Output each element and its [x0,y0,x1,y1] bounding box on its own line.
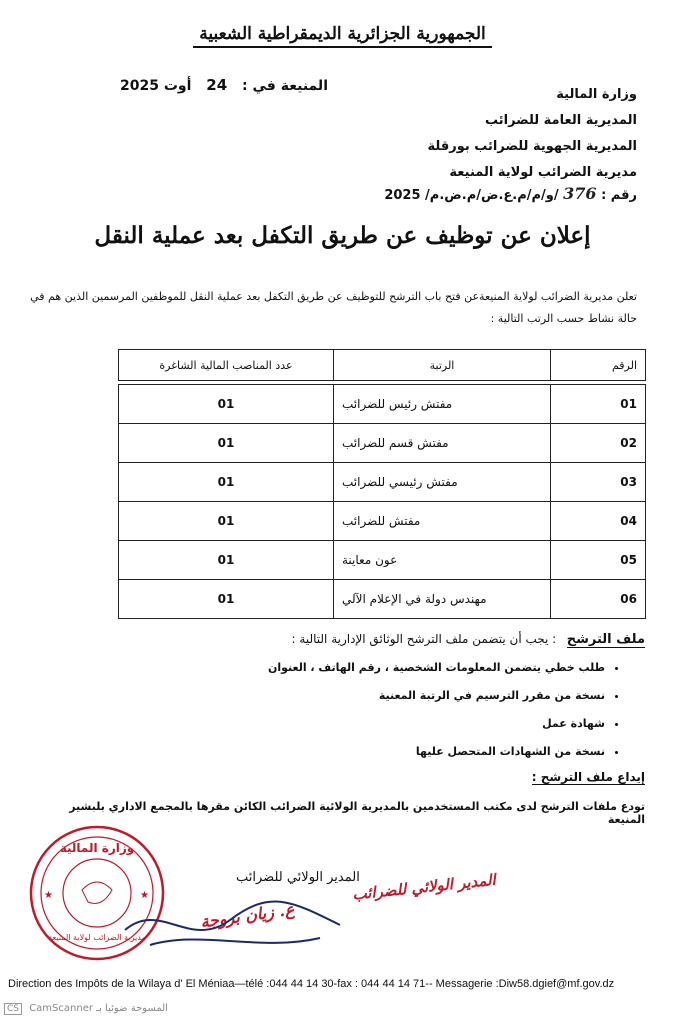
camscanner-text: CamScanner المسوحة ضوئيا بـ [29,1003,168,1014]
date-day: 24 [206,76,228,94]
row-rank: مفتش قسم للضرائب [334,424,551,463]
list-item: • شهادة عمل [245,710,605,738]
row-vacancies: 01 [119,541,334,580]
application-heading-rest: : يجب أن يتضمن ملف الترشح الوثائق الإدارية التالية : [291,632,557,646]
row-rank: مفتش رئيسي للضرائب [334,463,551,502]
date-line [120,76,328,94]
handwritten-signature [120,890,350,960]
table-row [119,502,646,541]
deposit-text: تودع ملفات الترشح لدى مكتب المستخدمين بالمديرية الولائية الضرائب الكائن مقرها بالمجمع الاداري بلبشير المنيعة [69,800,645,826]
row-vacancies: 01 [119,385,334,424]
row-number: 03 [551,463,646,502]
scanner-watermark [4,1003,168,1015]
application-heading [292,632,645,647]
stamp-star-icon: ★ [44,890,53,901]
table-row [119,385,646,424]
header-rank: الرتبة [334,350,551,381]
stamp-star-icon: ★ [140,890,149,901]
row-rank: مهندس دولة في الإعلام الآلي [334,580,551,619]
stamp-outer-text: وزارة المالية [59,841,135,855]
signature-title: المدير الولائي للضرائب [236,870,360,885]
header-vacancies: عدد المناصب المالية الشاغرة [119,350,334,381]
list-item: • طلب خطي يتضمن المعلومات الشخصية ، رقم الهاتف ، العنوان [245,654,605,682]
reference-number: 376 [563,184,597,203]
signature-stamp-title: المدير الولائي للضرائب [351,870,497,904]
table-header-row [119,350,646,381]
issuer-line-ministry: وزارة المالية [556,87,637,102]
reference-suffix: /و/م/م.ع.ض/م.ض.م/ 2025 [384,188,559,203]
row-number: 06 [551,580,646,619]
issuer-line-wilaya: مديرية الضرائب لولاية المنيعة [449,165,637,180]
footer-contact: Direction des Impôts de la Wilaya d' El Méniaa—télé :044 44 14 30-fax : 044 44 14 71-- Messagerie :Diw58.dgief@mf.gov.dz [8,978,615,990]
signature-stroke [125,901,340,945]
stamp-inner-text: مديرية الضرائب لولاية المنيعة [48,933,146,942]
row-vacancies: 01 [119,580,334,619]
table-row [119,463,646,502]
row-rank: مفتش للضرائب [334,502,551,541]
list-item: • نسخة من مقرر الترسيم في الرتبة المعنية [245,682,605,710]
table-row [119,580,646,619]
required-documents-list [245,654,623,766]
row-number: 02 [551,424,646,463]
issuer-line-regional: المديرية الجهوية للضرائب بورقلة [427,139,637,154]
header-number: الرقم [551,350,646,381]
signature-name: ع. زيان بروجة [199,899,296,932]
row-number: 01 [551,385,646,424]
reference-line [307,184,637,203]
application-heading-label: ملف الترشح [566,632,645,647]
issuer-block [317,82,637,186]
stamp-emblem [82,882,112,904]
row-number: 05 [551,541,646,580]
date-prefix: المنيعة في : [242,78,328,94]
row-vacancies: 01 [119,463,334,502]
row-vacancies: 01 [119,502,334,541]
camscanner-badge: CS [4,1003,22,1015]
intro-paragraph: تعلن مديرية الضرائب لولاية المنيعةعن فتح باب الترشح للتوظيف عن طريق التكفل بعد عملية النقل للموظفين المرسمين الذين هم في حالة نشاط حسب الرتب التالية : [30,290,637,325]
row-number: 04 [551,502,646,541]
date-rest: أوت 2025 [120,78,192,94]
row-vacancies: 01 [119,424,334,463]
republic-title: الجمهورية الجزائرية الديمقراطية الشعبية [0,24,685,44]
issuer-line-general: المديرية العامة للضرائب [484,113,637,128]
list-item: • نسخة من الشهادات المتحصل عليها [245,738,605,766]
table-row [119,541,646,580]
deposit-heading: إيداع ملف الترشح : [531,770,645,784]
positions-table [118,349,646,619]
reference-prefix: رقم : [601,188,637,203]
table-row [119,424,646,463]
row-rank: عون معاينة [334,541,551,580]
announcement-title: إعلان عن توظيف عن طريق التكفل بعد عملية النقل [94,222,591,249]
row-rank: مفتش رئيس للضرائب [334,385,551,424]
